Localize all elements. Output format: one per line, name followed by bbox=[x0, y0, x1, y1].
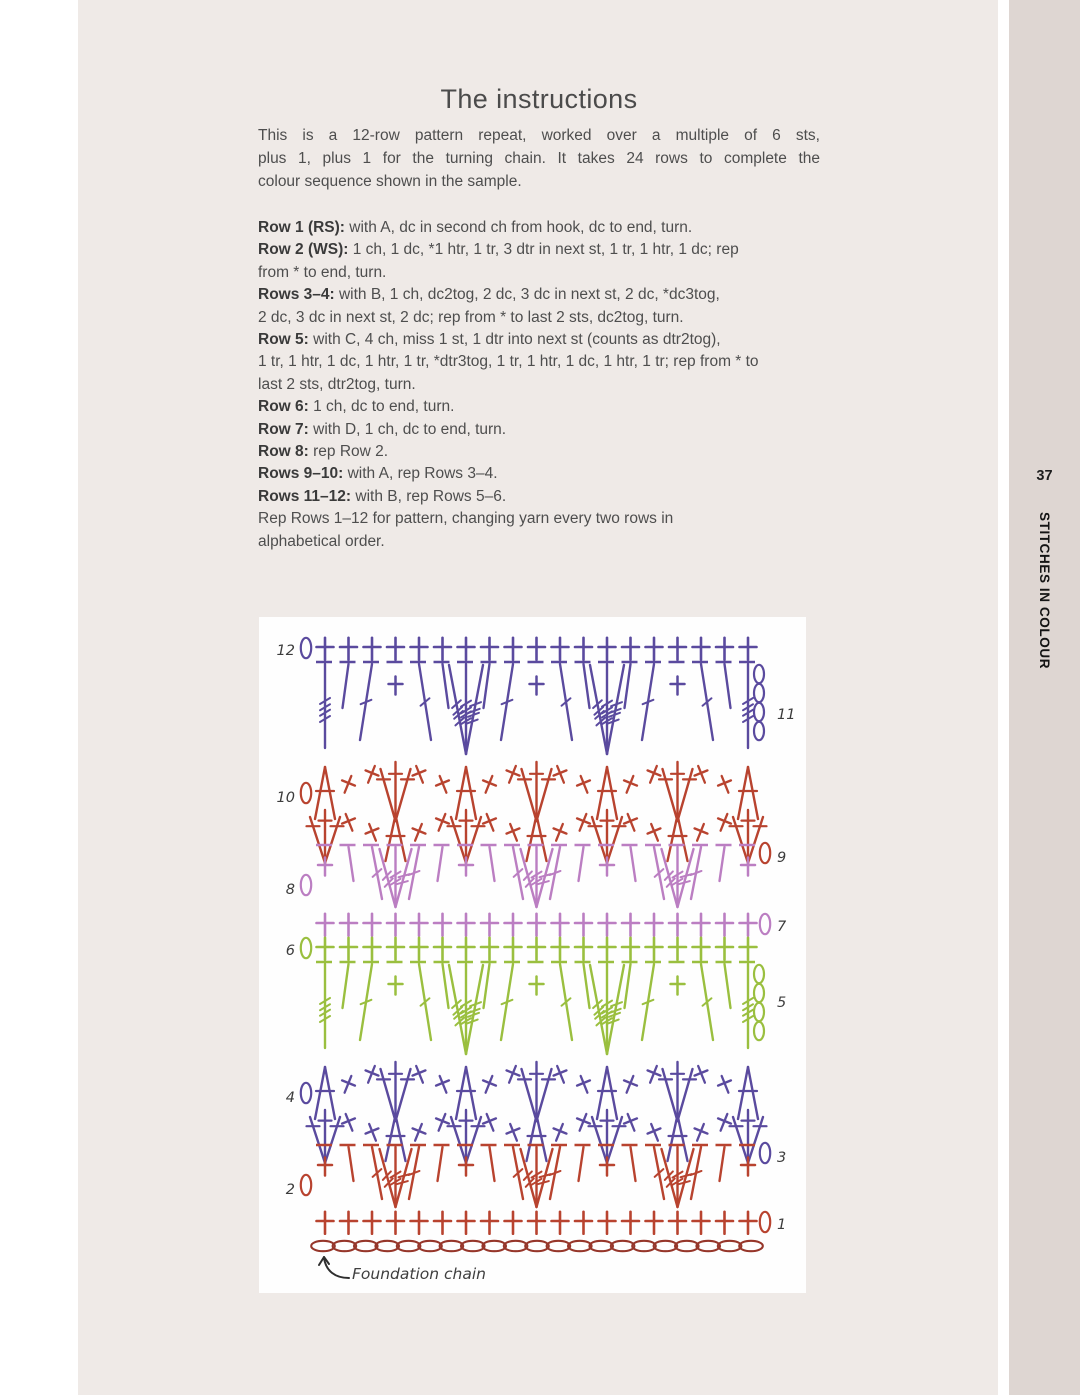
dc-stitch bbox=[434, 938, 451, 960]
row-number-label: 9 bbox=[777, 850, 787, 866]
dc-stitch bbox=[599, 914, 616, 936]
dc-stitch bbox=[434, 638, 451, 660]
dc-stitch bbox=[599, 638, 616, 660]
dc-stitch bbox=[740, 1212, 757, 1234]
dc-stitch bbox=[528, 1212, 545, 1234]
chain-stitch-icon bbox=[696, 1241, 720, 1251]
chain-stitch-icon bbox=[547, 1241, 571, 1251]
row-number-label: 6 bbox=[285, 943, 295, 959]
dc-stitch bbox=[339, 1111, 359, 1133]
turning-chain-icon bbox=[754, 965, 764, 983]
chain-stitch-icon bbox=[482, 1241, 506, 1251]
dc-stitch bbox=[458, 1212, 475, 1234]
page-title: The instructions bbox=[440, 84, 638, 114]
chart-row-11 bbox=[316, 662, 795, 754]
instruction-line: Row 6: 1 ch, dc to end, turn. bbox=[258, 398, 455, 416]
turning-chain-icon bbox=[754, 1022, 764, 1040]
instruction-line: from * to end, turn. bbox=[258, 263, 387, 281]
dc-stitch bbox=[575, 1212, 592, 1234]
dc-stitch bbox=[458, 938, 475, 960]
dc-stitch bbox=[505, 938, 522, 960]
dc-stitch bbox=[669, 638, 686, 660]
dc-stitch bbox=[505, 914, 522, 936]
chain-stitch-icon bbox=[397, 1241, 421, 1251]
dc-stitch bbox=[317, 914, 334, 936]
dc-stitch bbox=[599, 938, 616, 960]
dc-stitch bbox=[364, 938, 381, 960]
row-number-label: 8 bbox=[285, 882, 295, 898]
dc-stitch bbox=[552, 638, 569, 660]
dc-stitch bbox=[646, 914, 663, 936]
dc-stitch bbox=[621, 1111, 641, 1133]
turning-chain-icon bbox=[301, 783, 311, 803]
turning-chain-icon bbox=[760, 843, 770, 863]
dc-stitch bbox=[575, 938, 592, 960]
dc-stitch bbox=[691, 1121, 711, 1143]
dc-stitch bbox=[481, 638, 498, 660]
dc-stitch bbox=[433, 773, 453, 795]
dc-stitch bbox=[434, 914, 451, 936]
turning-chain-icon bbox=[754, 722, 764, 740]
dc-stitch bbox=[600, 857, 614, 875]
dc-stitch bbox=[645, 821, 665, 843]
dc-stitch bbox=[504, 821, 524, 843]
dc-stitch bbox=[574, 773, 594, 795]
dc-stitch bbox=[715, 773, 735, 795]
instruction-line: Rows 9–10: with A, rep Rows 3–4. bbox=[258, 465, 498, 483]
dc-stitch bbox=[528, 938, 545, 960]
dc-stitch bbox=[740, 914, 757, 936]
dc-stitch bbox=[387, 1212, 404, 1234]
foundation-chain bbox=[311, 1241, 763, 1251]
dc-stitch bbox=[622, 638, 639, 660]
dc-stitch bbox=[573, 1111, 593, 1133]
chain-stitch-icon bbox=[461, 1241, 485, 1251]
dc-stitch bbox=[620, 1073, 640, 1095]
dc-stitch bbox=[433, 1073, 453, 1095]
dc-stitch bbox=[362, 763, 382, 785]
chain-stitch-icon bbox=[354, 1241, 378, 1251]
dc-stitch bbox=[432, 1111, 452, 1133]
chart-row-10 bbox=[277, 762, 758, 821]
dc-stitch bbox=[503, 1063, 523, 1085]
chart-panel bbox=[259, 617, 806, 1293]
intro-line: This is a 12-row pattern repeat, worked over a multiple of 6 sts, bbox=[258, 127, 820, 144]
chain-stitch-icon bbox=[333, 1241, 357, 1251]
dc-stitch bbox=[716, 914, 733, 936]
row-number-label: 4 bbox=[285, 1090, 295, 1106]
dc-stitch bbox=[340, 938, 357, 960]
turning-chain-icon bbox=[754, 665, 764, 683]
instruction-line: Row 2 (WS): 1 ch, 1 dc, *1 htr, 1 tr, 3 dtr in next st, 1 tr, 1 htr, 1 dc; rep bbox=[258, 241, 739, 259]
dc-stitch bbox=[389, 676, 403, 694]
turning-chain-icon bbox=[760, 1143, 770, 1163]
dc-stitch bbox=[646, 938, 663, 960]
dc-stitch bbox=[458, 638, 475, 660]
dc-stitch bbox=[387, 914, 404, 936]
dc-stitch bbox=[550, 1121, 570, 1143]
dc-stitch bbox=[317, 938, 334, 960]
dc-stitch bbox=[504, 1121, 524, 1143]
turning-chain-icon bbox=[754, 1003, 764, 1021]
chain-stitch-icon bbox=[611, 1241, 635, 1251]
chain-stitch-icon bbox=[718, 1241, 742, 1251]
dc-stitch bbox=[410, 1063, 430, 1085]
chain-stitch-icon bbox=[739, 1241, 763, 1251]
dc-stitch bbox=[551, 1063, 571, 1085]
dc-stitch bbox=[434, 1212, 451, 1234]
dc-stitch bbox=[692, 1063, 712, 1085]
dc-stitch bbox=[692, 763, 712, 785]
dc-stitch bbox=[714, 1111, 734, 1133]
dc-stitch bbox=[669, 1212, 686, 1234]
dc-stitch bbox=[411, 938, 428, 960]
instruction-line: 2 dc, 3 dc in next st, 2 dc; rep from * to last 2 sts, dc2tog, turn. bbox=[258, 308, 684, 326]
page-number: 37 bbox=[1036, 468, 1053, 484]
dc-stitch bbox=[716, 1212, 733, 1234]
dc-stitch bbox=[480, 811, 500, 833]
dc-stitch bbox=[480, 1111, 500, 1133]
chart-row-9 bbox=[307, 810, 787, 866]
chain-stitch-icon bbox=[568, 1241, 592, 1251]
foundation-chain-label: Foundation chain bbox=[352, 1265, 486, 1283]
dc-stitch bbox=[410, 763, 430, 785]
dc-stitch bbox=[318, 1157, 332, 1175]
dc-stitch bbox=[644, 763, 664, 785]
chart-row-4 bbox=[286, 1062, 758, 1121]
dc-stitch bbox=[741, 1157, 755, 1175]
dc-stitch bbox=[693, 638, 710, 660]
dc-stitch bbox=[340, 1212, 357, 1234]
row-number-label: 7 bbox=[777, 919, 787, 935]
dc-stitch bbox=[622, 914, 639, 936]
dc-stitch bbox=[505, 1212, 522, 1234]
dc-stitch bbox=[550, 821, 570, 843]
dc-stitch bbox=[600, 1157, 614, 1175]
dc-stitch bbox=[503, 763, 523, 785]
dc-stitch bbox=[363, 821, 383, 843]
instruction-line: Row 1 (RS): with A, dc in second ch from hook, dc to end, turn. bbox=[258, 219, 693, 236]
dc-stitch bbox=[317, 638, 334, 660]
turning-chain-icon bbox=[754, 684, 764, 702]
instruction-line: last 2 sts, dtr2tog, turn. bbox=[258, 375, 416, 393]
dc-stitch bbox=[364, 1212, 381, 1234]
dc-stitch bbox=[575, 638, 592, 660]
dc-stitch bbox=[387, 638, 404, 660]
row-number-label: 5 bbox=[777, 995, 787, 1011]
instruction-line: Rep Rows 1–12 for pattern, changing yarn every two rows in bbox=[258, 510, 674, 528]
instruction-line: Row 8: rep Row 2. bbox=[258, 443, 389, 461]
dc-stitch bbox=[481, 1212, 498, 1234]
dc-stitch bbox=[621, 811, 641, 833]
dc-stitch bbox=[411, 638, 428, 660]
dc-stitch bbox=[599, 1212, 616, 1234]
dc-stitch bbox=[317, 1212, 334, 1234]
dc-stitch bbox=[362, 1063, 382, 1085]
dc-stitch bbox=[340, 914, 357, 936]
dc-stitch bbox=[693, 1212, 710, 1234]
dc-stitch bbox=[552, 1212, 569, 1234]
instruction-line: Rows 11–12: with B, rep Rows 5–6. bbox=[258, 487, 507, 505]
dc-stitch bbox=[389, 976, 403, 994]
dc-stitch bbox=[741, 857, 755, 875]
turning-chain-icon bbox=[301, 1083, 311, 1103]
chain-stitch-icon bbox=[440, 1241, 464, 1251]
dc-stitch bbox=[575, 914, 592, 936]
row-number-label: 12 bbox=[276, 643, 295, 659]
chain-stitch-icon bbox=[504, 1241, 528, 1251]
chart-row-7 bbox=[317, 914, 788, 936]
dc-stitch bbox=[339, 811, 359, 833]
row-number-label: 10 bbox=[276, 790, 295, 806]
instruction-line: alphabetical order. bbox=[258, 532, 385, 550]
page-edge-strip bbox=[1009, 0, 1080, 1395]
turning-chain-icon bbox=[301, 1175, 311, 1195]
dc-stitch bbox=[740, 938, 757, 960]
chart-row-5 bbox=[316, 962, 786, 1054]
dc-stitch bbox=[409, 1121, 429, 1143]
dc-stitch bbox=[573, 811, 593, 833]
dc-stitch bbox=[644, 1063, 664, 1085]
dc-stitch bbox=[620, 773, 640, 795]
instruction-line: Row 5: with C, 4 ch, miss 1 st, 1 dtr into next st (counts as dtr2tog), bbox=[258, 331, 721, 349]
dc-stitch bbox=[530, 676, 544, 694]
row-number-label: 11 bbox=[777, 707, 796, 723]
dc-stitch bbox=[669, 938, 686, 960]
dc-stitch bbox=[338, 773, 358, 795]
row-number-label: 1 bbox=[777, 1217, 787, 1233]
dc-stitch bbox=[479, 1073, 499, 1095]
dc-stitch bbox=[552, 914, 569, 936]
chart-row-6 bbox=[286, 938, 757, 960]
chapter-title-vertical: STITCHES IN COLOUR bbox=[1037, 512, 1052, 670]
dc-stitch bbox=[364, 638, 381, 660]
row-number-label: 2 bbox=[285, 1182, 295, 1198]
dc-stitch bbox=[481, 938, 498, 960]
chain-stitch-icon bbox=[418, 1241, 442, 1251]
dc-stitch bbox=[693, 914, 710, 936]
chain-stitch-icon bbox=[632, 1241, 656, 1251]
page-background bbox=[78, 0, 998, 1395]
turning-chain-icon bbox=[760, 1212, 770, 1232]
dc-stitch bbox=[716, 938, 733, 960]
dc-stitch bbox=[338, 1073, 358, 1095]
dc-stitch bbox=[363, 1121, 383, 1143]
dc-stitch bbox=[693, 938, 710, 960]
dc-stitch bbox=[340, 638, 357, 660]
dc-stitch bbox=[387, 938, 404, 960]
dc-stitch bbox=[364, 914, 381, 936]
foundation-arrow bbox=[319, 1257, 349, 1278]
chain-stitch-icon bbox=[589, 1241, 613, 1251]
intro-line: colour sequence shown in the sample. bbox=[258, 173, 522, 191]
dc-stitch bbox=[409, 821, 429, 843]
instructions-list bbox=[258, 217, 858, 553]
dc-stitch bbox=[714, 811, 734, 833]
intro-line: plus 1, plus 1 for the turning chain. It takes 24 rows to complete the bbox=[258, 150, 820, 168]
turning-chain-icon bbox=[760, 914, 770, 934]
turning-chain-icon bbox=[754, 703, 764, 721]
dc-stitch bbox=[646, 638, 663, 660]
dc-stitch bbox=[411, 914, 428, 936]
instruction-line: Row 7: with D, 1 ch, dc to end, turn. bbox=[258, 420, 507, 438]
dc-stitch bbox=[530, 976, 544, 994]
turning-chain-icon bbox=[301, 638, 311, 658]
chain-stitch-icon bbox=[675, 1241, 699, 1251]
dc-stitch bbox=[318, 857, 332, 875]
turning-chain-icon bbox=[754, 984, 764, 1002]
turning-chain-icon bbox=[301, 875, 311, 895]
dc-stitch bbox=[432, 811, 452, 833]
dc-stitch bbox=[622, 1212, 639, 1234]
instruction-line: Rows 3–4: with B, 1 ch, dc2tog, 2 dc, 3 dc in next st, 2 dc, *dc3tog, bbox=[258, 286, 720, 304]
chain-stitch-icon bbox=[525, 1241, 549, 1251]
dc-stitch bbox=[574, 1073, 594, 1095]
dc-stitch bbox=[715, 1073, 735, 1095]
dc-stitch bbox=[646, 1212, 663, 1234]
dc-stitch bbox=[528, 914, 545, 936]
crochet-chart-svg bbox=[259, 617, 806, 1293]
dc-stitch bbox=[671, 976, 685, 994]
dc-stitch bbox=[552, 938, 569, 960]
chain-stitch-icon bbox=[375, 1241, 399, 1251]
dc-stitch bbox=[481, 914, 498, 936]
instruction-line: 1 tr, 1 htr, 1 dc, 1 htr, 1 tr, *dtr3tog, 1 tr, 1 htr, 1 dc, 1 htr, 1 tr; rep from * to bbox=[258, 353, 759, 371]
dc-stitch bbox=[691, 821, 711, 843]
chart-row-1 bbox=[317, 1212, 787, 1234]
dc-stitch bbox=[459, 857, 473, 875]
turning-chain-icon bbox=[301, 938, 311, 958]
dc-stitch bbox=[669, 914, 686, 936]
dc-stitch bbox=[716, 638, 733, 660]
dc-stitch bbox=[740, 638, 757, 660]
chain-stitch-icon bbox=[311, 1241, 335, 1251]
dc-stitch bbox=[479, 773, 499, 795]
dc-stitch bbox=[671, 676, 685, 694]
row-number-label: 3 bbox=[777, 1150, 787, 1166]
chart-row-12 bbox=[277, 638, 757, 660]
dc-stitch bbox=[411, 1212, 428, 1234]
dc-stitch bbox=[645, 1121, 665, 1143]
dc-stitch bbox=[459, 1157, 473, 1175]
intro-paragraph bbox=[258, 124, 820, 194]
dc-stitch bbox=[551, 763, 571, 785]
dc-stitch bbox=[622, 938, 639, 960]
dc-stitch bbox=[528, 638, 545, 660]
dc-stitch bbox=[458, 914, 475, 936]
chart-row-3 bbox=[307, 1110, 787, 1166]
chain-stitch-icon bbox=[654, 1241, 678, 1251]
dc-stitch bbox=[505, 638, 522, 660]
